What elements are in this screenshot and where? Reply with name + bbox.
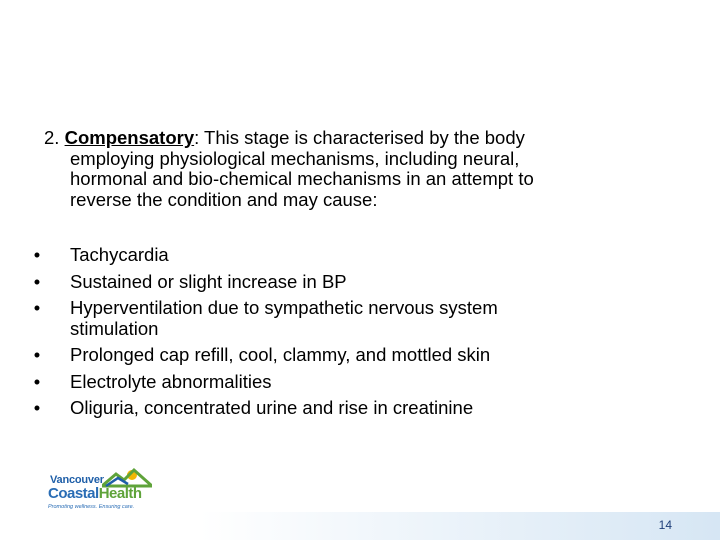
logo-word-coastal: Coastal — [48, 485, 99, 502]
symptom-item — [30, 372, 630, 393]
page-number: 14 — [658, 518, 672, 532]
logo-line-1: Vancouver — [50, 474, 104, 486]
intro-line-2: employing physiological mechanisms, including neural, — [70, 147, 520, 169]
symptom-text: Hyperventilation due to sympathetic nervous system — [70, 297, 498, 318]
symptom-item — [30, 298, 630, 339]
bullet-icon: • — [33, 270, 41, 292]
symptom-item — [30, 398, 630, 419]
intro-number: 2. — [44, 127, 60, 148]
intro-line-1-text: : This stage is characterised by the body — [194, 127, 525, 148]
intro-paragraph — [44, 128, 654, 210]
symptom-text: Oliguria, concentrated urine and rise in creatinine — [70, 397, 474, 418]
symptom-item — [30, 345, 630, 366]
intro-keyword: Compensatory — [64, 127, 195, 148]
logo-word-health: Health — [98, 485, 142, 502]
vch-logo — [46, 466, 166, 514]
intro-line-1 — [44, 128, 654, 149]
logo-line-2 — [48, 485, 142, 502]
bullet-icon: • — [33, 370, 41, 392]
logo-tagline: Promoting wellness. Ensuring care. — [48, 504, 135, 510]
symptom-item — [30, 245, 630, 266]
intro-line-4: reverse the condition and may cause: — [70, 188, 378, 210]
bullet-icon: • — [33, 244, 41, 265]
symptom-text: Prolonged cap refill, cool, clammy, and mottled skin — [70, 344, 491, 365]
symptom-text: Electrolyte abnormalities — [70, 370, 272, 392]
bullet-icon: • — [33, 397, 41, 418]
bullet-icon: • — [33, 297, 41, 318]
intro-line-3: hormonal and bio-chemical mechanisms in an attempt to — [70, 168, 534, 189]
symptom-text: stimulation — [70, 317, 159, 339]
symptom-item — [30, 272, 630, 293]
symptom-text: Sustained or slight increase in BP — [70, 270, 347, 292]
symptom-text: Tachycardia — [70, 244, 169, 265]
footer-bar — [200, 512, 720, 540]
bullet-icon: • — [33, 344, 41, 365]
symptom-list — [30, 245, 630, 425]
